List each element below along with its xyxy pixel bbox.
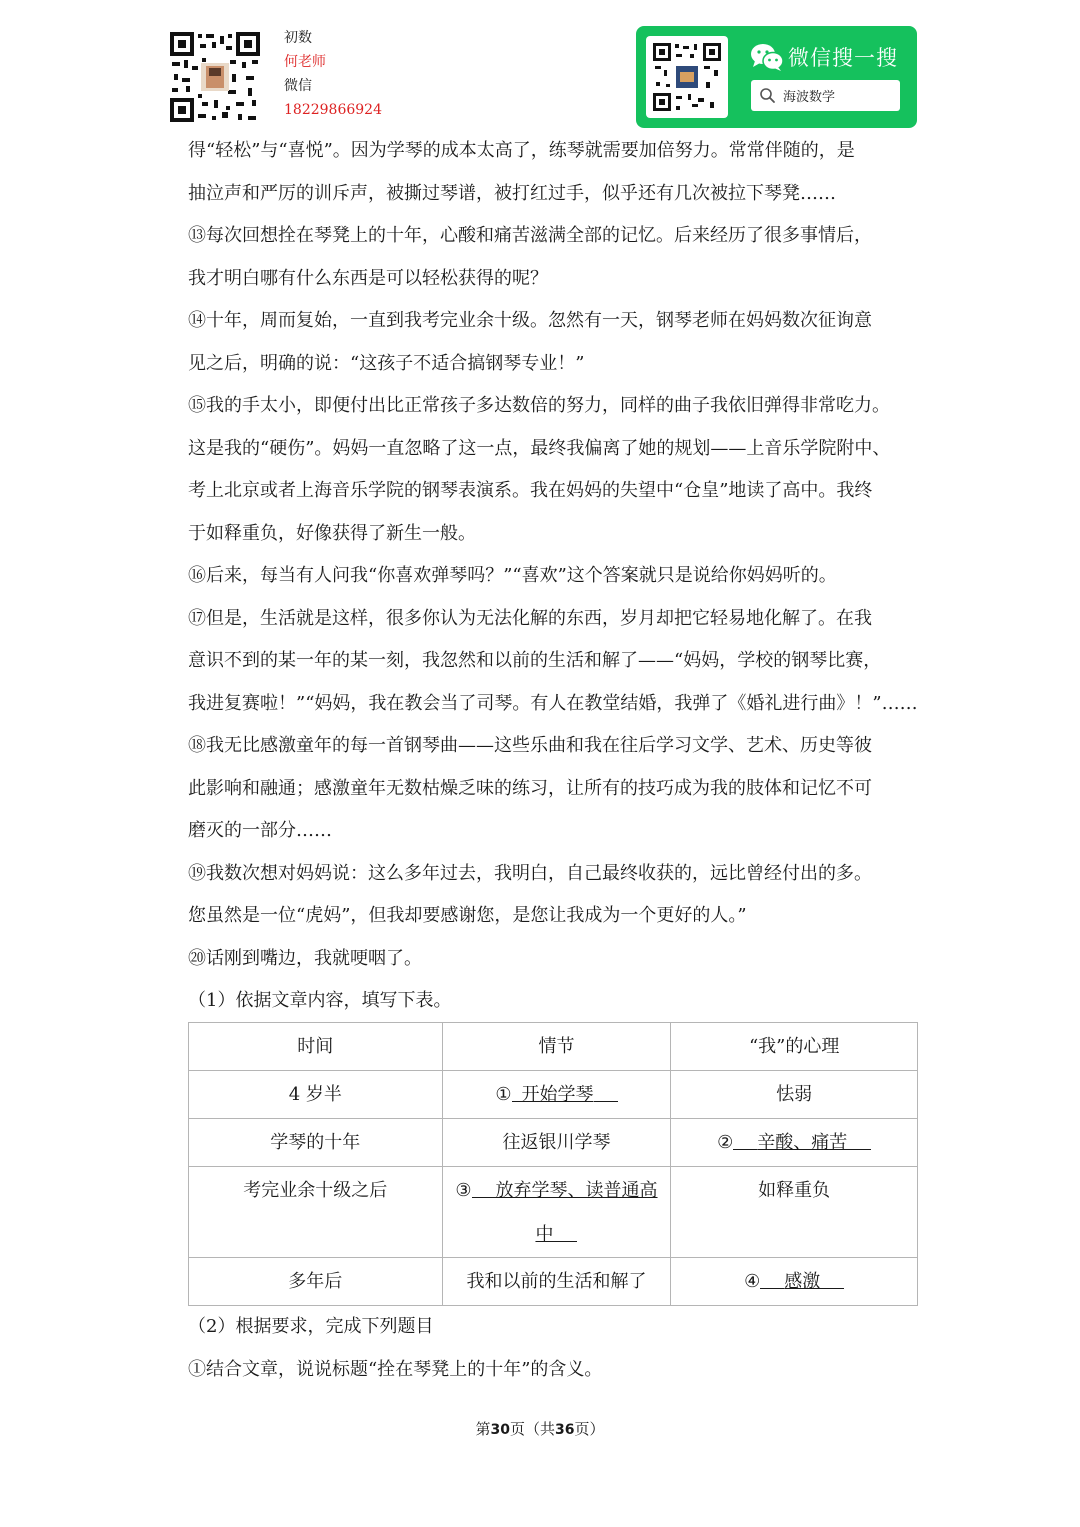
cell-time: 学琴的十年 xyxy=(270,1132,361,1153)
answer-number: ④ xyxy=(744,1271,761,1292)
page-header xyxy=(0,0,1080,135)
table-cell xyxy=(671,1258,918,1306)
text-line: ⑯后来，每当有人问我“你喜欢弹琴吗？”“喜欢”这个答案就只是说给你妈妈听的。 xyxy=(188,565,837,586)
qr-code-icon xyxy=(168,30,262,124)
header-time: 时间 xyxy=(297,1036,334,1057)
contact-teacher: 何老师 xyxy=(284,54,326,70)
table-cell xyxy=(189,1167,443,1258)
cell-mood: 如释重负 xyxy=(758,1180,831,1201)
text-line: 我进复赛啦！”“妈妈，我在教会当了司琴。有人在教堂结婚，我弹了《婚礼进行曲》！”…… xyxy=(188,692,918,714)
cell-plot: 往返银川学琴 xyxy=(502,1132,611,1153)
follow-up-questions xyxy=(188,1306,918,1391)
table-cell xyxy=(189,1258,443,1306)
table-cell xyxy=(189,1071,443,1119)
wechat-logo-icon xyxy=(750,42,784,72)
table-header-cell xyxy=(442,1023,671,1071)
answer-number: ② xyxy=(717,1132,734,1153)
answer-text-cont: 中 xyxy=(535,1224,554,1245)
table-cell xyxy=(671,1071,918,1119)
table-cell xyxy=(671,1119,918,1167)
cell-plot xyxy=(443,1073,671,1117)
footer-suffix: 页） xyxy=(574,1420,605,1438)
cell-mood xyxy=(671,1260,917,1304)
cell-plot: 我和以前的生活和解了 xyxy=(466,1271,647,1292)
text-line: 磨灭的一部分…… xyxy=(188,820,332,841)
table-row xyxy=(189,1119,918,1167)
text-line: 于如释重负，好像获得了新生一般。 xyxy=(188,522,476,544)
cell-plot xyxy=(443,1169,671,1257)
page-number: 30 xyxy=(490,1422,510,1438)
text-line: 意识不到的某一年的某一刻，我忽然和以前的生活和解了——“妈妈，学校的钢琴比赛， xyxy=(188,650,882,671)
article-body xyxy=(188,130,918,1023)
table-cell xyxy=(189,1119,443,1167)
text-line: ⑰但是，生活就是这样，很多你认为无法化解的东西，岁月却把它轻易地化解了。在我 xyxy=(188,607,872,629)
wechat-search-title: 微信搜一搜 xyxy=(788,46,898,70)
table-row xyxy=(189,1071,918,1119)
answer-number: ③ xyxy=(455,1180,472,1201)
header-mood: “我”的心理 xyxy=(748,1036,840,1057)
answer-text: 辛酸、痛苦 xyxy=(757,1132,848,1153)
text-line: 得“轻松”与“喜悦”。因为学琴的成本太高了，练琴就需要加倍努力。常常伴随的，是 xyxy=(188,140,855,161)
footer-middle: 页（共 xyxy=(509,1420,555,1438)
wechat-search-card[interactable] xyxy=(636,26,917,128)
cell-mood: 怯弱 xyxy=(776,1084,813,1105)
text-line: 见之后，明确的说：“这孩子不适合搞钢琴专业！” xyxy=(188,352,585,374)
footer-prefix: 第 xyxy=(475,1420,491,1438)
answer-table xyxy=(188,1022,918,1306)
table-header-cell xyxy=(671,1023,918,1071)
text-line: 您虽然是一位“虎妈”，但我却要感谢您，是您让我成为一个更好的人。” xyxy=(188,905,747,926)
contact-subject: 初数 xyxy=(284,30,312,46)
text-line: ⑮我的手太小，即便付出比正常孩子多达数倍的努力，同样的曲子我依旧弹得非常吃力。 xyxy=(188,395,890,416)
text-line: ⑬每次回想拴在琴凳上的十年，心酸和痛苦滋满全部的记忆。后来经历了很多事情后， xyxy=(188,225,872,246)
contact-wechat-label: 微信 xyxy=(284,78,312,94)
cell-time: 考完业余十级之后 xyxy=(243,1180,388,1201)
page-footer xyxy=(0,1418,1080,1439)
table-row xyxy=(189,1167,918,1258)
cell-mood xyxy=(671,1121,917,1165)
table-header-cell xyxy=(189,1023,443,1071)
text-line: ⑲我数次想对妈妈说：这么多年过去，我明白，自己最终收获的，远比曾经付出的多。 xyxy=(188,862,872,884)
question-prompt: （1）依据文章内容，填写下表。 xyxy=(188,990,452,1011)
text-line: ⑳话刚到嘴边，我就哽咽了。 xyxy=(188,947,422,969)
wechat-search-box[interactable] xyxy=(751,80,900,111)
search-icon xyxy=(759,87,776,104)
contact-info xyxy=(284,26,382,122)
cell-time: 4 岁半 xyxy=(288,1084,342,1105)
table-row xyxy=(189,1258,918,1306)
cell-time: 多年后 xyxy=(288,1271,343,1292)
text-line: 抽泣声和严厉的训斥声，被撕过琴谱，被打红过手，似乎还有几次被拉下琴凳…… xyxy=(188,182,836,204)
header-plot: 情节 xyxy=(538,1036,575,1057)
table-cell xyxy=(442,1119,671,1167)
question-heading: （2）根据要求，完成下列题目 xyxy=(188,1316,434,1337)
text-line: ⑱我无比感激童年的每一首钢琴曲——这些乐曲和我在往后学习文学、艺术、历史等彼 xyxy=(188,735,872,756)
answer-text: 放弃学琴、读普通高 xyxy=(495,1180,658,1201)
table-header-row xyxy=(189,1023,918,1071)
question-item: ①结合文章，说说标题“拴在琴凳上的十年”的含义。 xyxy=(188,1358,603,1380)
text-line: 考上北京或者上海音乐学院的钢琴表演系。我在妈妈的失望中“仓皇”地读了高中。我终 xyxy=(188,480,873,501)
answer-number: ① xyxy=(495,1084,512,1105)
table-cell xyxy=(442,1071,671,1119)
answer-text: 开始学琴 xyxy=(521,1084,594,1105)
wechat-qr-frame xyxy=(646,36,728,118)
table-cell xyxy=(442,1167,671,1258)
text-line: 这是我的“硬伤”。妈妈一直忽略了这一点，最终我偏离了她的规划——上音乐学院附中、 xyxy=(188,437,891,459)
table-cell xyxy=(671,1167,918,1258)
text-line: ⑭十年，周而复始，一直到我考完业余十级。忽然有一天，钢琴老师在妈妈数次征询意 xyxy=(188,310,872,331)
table-cell xyxy=(442,1258,671,1306)
page-total: 36 xyxy=(555,1422,575,1438)
wechat-qr-icon xyxy=(652,42,722,112)
text-line: 此影响和融通；感激童年无数枯燥乏味的练习，让所有的技巧成为我的肢体和记忆不可 xyxy=(188,777,872,799)
contact-phone: 18229866924 xyxy=(284,102,382,118)
text-line: 我才明白哪有什么东西是可以轻松获得的呢？ xyxy=(188,267,548,289)
wechat-search-query: 海波数学 xyxy=(783,90,836,105)
answer-text: 感激 xyxy=(784,1271,821,1292)
